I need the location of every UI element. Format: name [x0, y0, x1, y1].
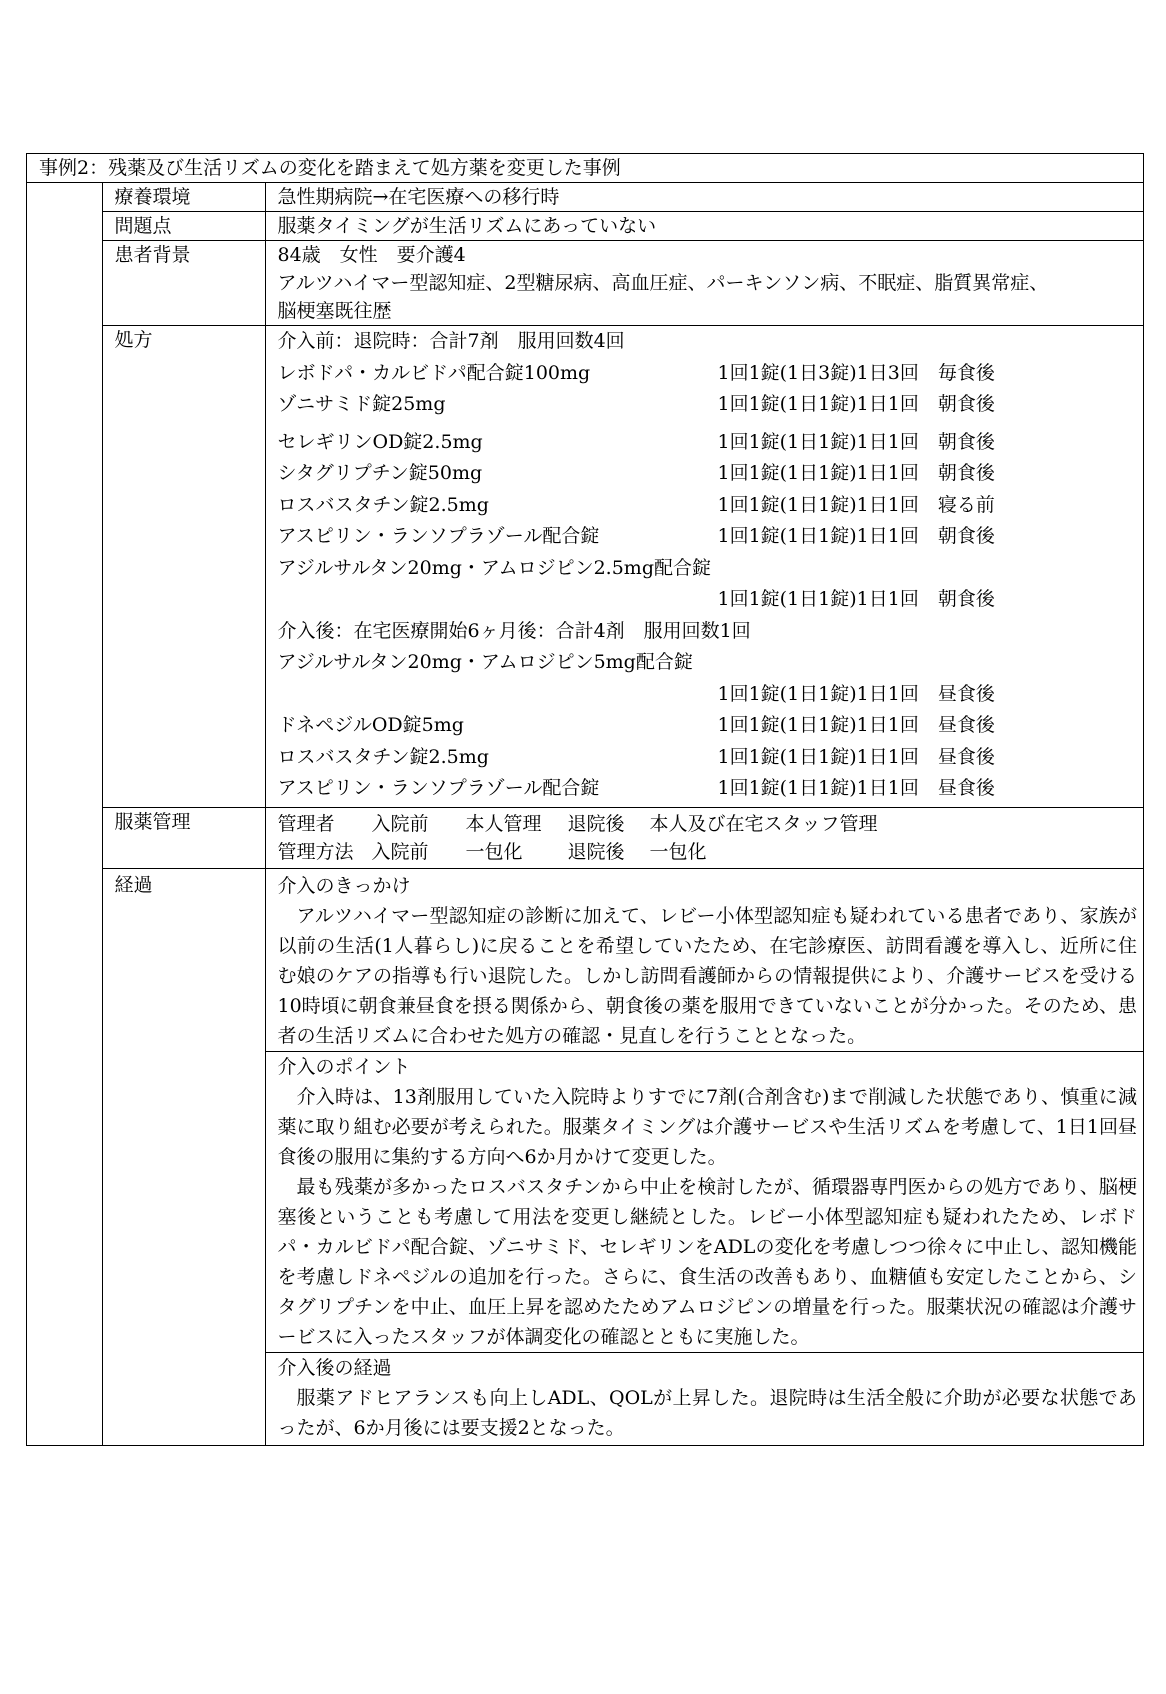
- progress-value: [265, 868, 1143, 1445]
- before-long-name: アジルサルタン20mg・アムロジピン2.5mg配合錠: [277, 556, 711, 579]
- case-details-table: [27, 183, 1143, 1445]
- after-progress-text: 服薬アドヒアランスも向上しADL、QOLが上昇した。退院時は生活全般に介助が必要な状態であったが、6か月後には要支援2となった。: [277, 1386, 1137, 1439]
- trigger-title: 介入のきっかけ: [277, 874, 411, 897]
- management-value: [265, 807, 1143, 868]
- before-drug-row: アスピリン・ランソプラゾール配合錠 1回1錠(1日1錠)1日1回 朝食後: [277, 525, 995, 547]
- management-row-manager: 管理者 入院前 本人管理 退院後 本人及び在宅スタッフ管理: [277, 812, 878, 835]
- before-header: 介入前：退院時：合計7剤 服用回数4回: [277, 330, 625, 352]
- background-value: 84歳 女性 要介護4 アルツハイマー型認知症、2型糖尿病、高血圧症、パーキンソン病、不眠症、脂質異常症、 脳梗塞既往歴: [265, 241, 1143, 326]
- indent-column: [27, 183, 102, 1445]
- trigger-text: アルツハイマー型認知症の診断に加えて、レビー小体型認知症も疑われている患者であり、家族が以前の生活(1人暮らし)に戻ることを希望していたため、在宅診療医、訪問看護を導入し、近所に住む娘のケアの指導も行い退院した。しかし訪問看護師からの情報提供により、介護サービスを受ける10時頃に朝食兼昼食を摂る関係から、朝食後の薬を服用できていないことが分かった。そのため、患者の生活リズムに合わせた処方の確認・見直しを行うこととなった。: [277, 904, 1138, 1047]
- point-title: 介入のポイント: [277, 1055, 411, 1078]
- management-label: 服薬管理: [102, 807, 265, 868]
- after-drug-row: ロスバスタチン錠2.5mg 1回1錠(1日1錠)1日1回 昼食後: [277, 745, 995, 768]
- after-header: 介入後：在宅医療開始6ヶ月後：合計4剤 服用回数1回: [277, 619, 751, 642]
- environment-value: 急性期病院→在宅医療への移行時: [265, 183, 1143, 212]
- problem-label: 問題点: [102, 212, 265, 241]
- before-drug-row: レボドパ・カルビドパ配合錠100mg 1回1錠(1日3錠)1日3回 毎食後: [277, 361, 995, 384]
- before-drug-row: ゾニサミド錠25mg 1回1錠(1日1錠)1日1回 朝食後: [277, 393, 995, 415]
- after-long-name: アジルサルタン20mg・アムロジピン5mg配合錠: [277, 651, 693, 673]
- environment-label: 療養環境: [102, 183, 265, 212]
- before-long-dose: 1回1錠(1日1錠)1日1回 朝食後: [717, 588, 995, 610]
- prescription-label: 処方: [102, 326, 265, 808]
- after-drug-row: ドネペジルOD錠5mg 1回1錠(1日1錠)1日1回 昼食後: [277, 714, 995, 736]
- case-title: 事例2：残薬及び生活リズムの変化を踏まえて処方薬を変更した事例: [27, 154, 1143, 183]
- after-long-dose: 1回1錠(1日1錠)1日1回 昼食後: [717, 682, 995, 705]
- problem-value: 服薬タイミングが生活リズムにあっていない: [265, 212, 1143, 241]
- case-table: [26, 153, 1144, 1446]
- before-drug-row: シタグリプチン錠50mg 1回1錠(1日1錠)1日1回 朝食後: [277, 462, 995, 484]
- prescription-value: [265, 326, 1143, 808]
- point-text-2: 最も残薬が多かったロスバスタチンから中止を検討したが、循環器専門医からの処方であり、脳梗塞後ということも考慮して用法を変更し継続とした。レビー小体型認知症も疑われたため、レボドパ・カルビドパ配合錠、ゾニサミド、セレギリンをADLの変化を考慮しつつ徐々に中止し、認知機能を考慮しドネペジルの追加を行った。さらに、食生活の改善もあり、血糖値も安定したことから、シタグリプチンを中止、血圧上昇を認めたためアムロジピンの増量を行った。服薬状況の確認は介護サービスに入ったスタッフが体調変化の確認とともに実施した。: [277, 1175, 1137, 1348]
- after-progress-title: 介入後の経過: [277, 1356, 392, 1379]
- background-label: 患者背景: [102, 241, 265, 326]
- management-row-method: 管理方法 入院前 一包化 退院後 一包化: [277, 840, 707, 863]
- before-drug-row: セレギリンOD錠2.5mg 1回1錠(1日1錠)1日1回 朝食後: [277, 430, 995, 453]
- point-text-1: 介入時は、13剤服用していた入院時よりすでに7剤(合剤含む)まで削減した状態であり、慎重に減薬に取り組む必要が考えられた。服薬タイミングは介護サービスや生活リズムを考慮して、1日1回昼食後の服用に集約する方向へ6か月かけて変更した。: [277, 1085, 1137, 1168]
- after-drug-row: アスピリン・ランソプラゾール配合錠 1回1錠(1日1錠)1日1回 昼食後: [277, 777, 995, 799]
- before-drug-row: ロスバスタチン錠2.5mg 1回1錠(1日1錠)1日1回 寝る前: [277, 493, 995, 516]
- progress-label: 経過: [102, 868, 265, 1445]
